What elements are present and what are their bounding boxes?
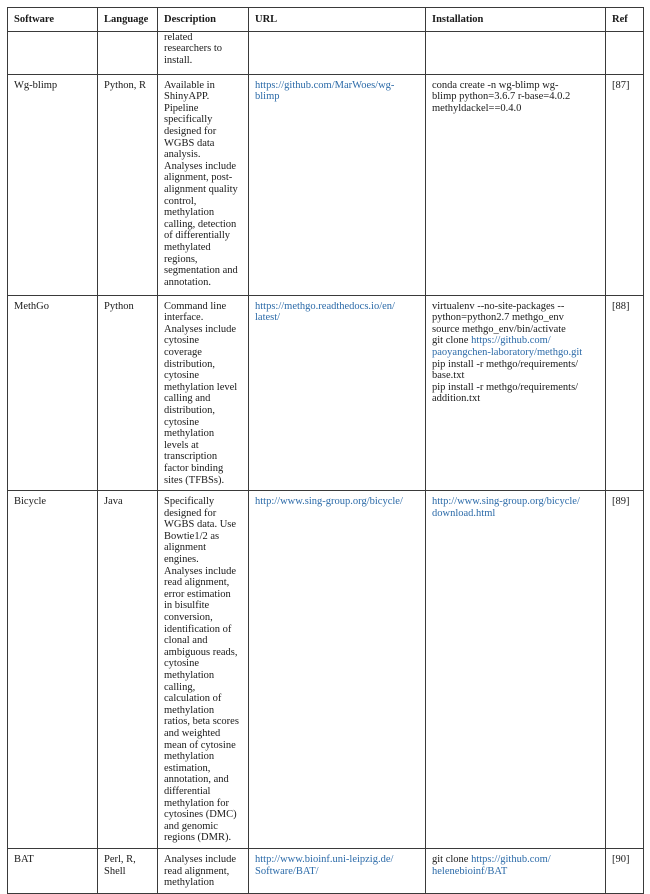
cell-language [98, 295, 158, 491]
cell-url [249, 74, 426, 295]
description-line: designed for [164, 507, 217, 519]
url-link[interactable]: Software/BAT/ [255, 865, 319, 877]
url-link[interactable]: blimp [255, 91, 280, 103]
installation-text: git clone [432, 853, 472, 865]
cell-description [158, 848, 249, 893]
description-line: annotation, and [164, 774, 229, 786]
software-name: Wg-blimp [14, 79, 58, 91]
cell-installation [426, 295, 606, 491]
cell-software [8, 848, 98, 893]
description-line: estimation, [164, 762, 211, 774]
installation-line [432, 866, 600, 878]
cell-language [98, 491, 158, 849]
description-line: researchers to [164, 43, 223, 55]
cell-installation [426, 491, 606, 849]
installation-text: blimp python=3.6.7 r-base=4.0.2 [432, 91, 571, 103]
installation-link[interactable]: https://github.com/ [471, 335, 551, 347]
description-line: engines. [164, 554, 199, 566]
description-line: Available in [164, 79, 215, 91]
description-line: distribution, [164, 404, 216, 416]
installation-line [432, 335, 600, 347]
installation-line [432, 393, 600, 405]
description-line: differential [164, 785, 211, 797]
header-description: Description [158, 8, 249, 32]
description-line: in bisulfite [164, 600, 210, 612]
cell-installation [426, 74, 606, 295]
description-line: and weighted [164, 727, 221, 739]
description-line: identification of [164, 623, 232, 635]
description-line: read alignment, [164, 577, 230, 589]
description-line: cytosine [164, 370, 199, 382]
header-ref: Ref [606, 8, 644, 32]
description-line: cytosines (DMC) [164, 809, 237, 821]
installation-line [432, 359, 600, 371]
reference-number: [88] [612, 300, 630, 312]
description-line: methylation [164, 704, 215, 716]
installation-line [432, 382, 600, 394]
description-line: install. [164, 54, 193, 66]
description-line: Bowtie1/2 as [164, 530, 220, 542]
description-line: ambiguous reads, [164, 646, 238, 658]
language-value: Python, R [104, 79, 147, 91]
reference-number: [87] [612, 79, 630, 91]
url-link[interactable]: https://methgo.readthedocs.io/en/ [255, 300, 395, 312]
installation-text: addition.txt [432, 393, 481, 405]
cell-language [98, 848, 158, 893]
reference-number: [90] [612, 853, 630, 865]
installation-text: conda create -n wg-blimp wg- [432, 79, 559, 91]
description-line: WGBS data. Use [164, 519, 237, 531]
cell-url [249, 31, 426, 74]
description-line: conversion, [164, 612, 213, 624]
software-table [7, 7, 644, 894]
cell-software [8, 31, 98, 74]
installation-line [432, 301, 600, 313]
description-line: related [164, 31, 193, 43]
reference-number: [89] [612, 496, 630, 508]
installation-text: base.txt [432, 370, 465, 382]
cell-ref [606, 31, 644, 74]
table-row [8, 491, 644, 849]
table-row [8, 848, 644, 893]
description-line: Analyses include [164, 323, 237, 335]
description-line: Analyses include [164, 853, 237, 865]
language-value: Python [104, 300, 134, 312]
table-row-continuation [8, 31, 644, 74]
description-line: cytosine [164, 416, 199, 428]
description-line: Specifically [164, 496, 215, 508]
cell-description [158, 491, 249, 849]
document-page [7, 7, 643, 889]
installation-line [432, 496, 600, 508]
description-line: segmentation and [164, 265, 238, 277]
description-line: methylation for [164, 797, 230, 809]
software-name: Bicycle [14, 496, 47, 508]
installation-line [432, 347, 600, 359]
installation-line [432, 370, 600, 382]
description-line: methylated [164, 241, 211, 253]
installation-line [432, 854, 600, 866]
description-line: regions, [164, 253, 198, 265]
description-line: methylation [164, 751, 215, 763]
cell-installation [426, 31, 606, 74]
table-header-row [8, 8, 644, 32]
description-line: and genomic [164, 820, 218, 832]
language-value: Java [104, 496, 123, 508]
description-line: error estimation [164, 588, 231, 600]
cell-url [249, 848, 426, 893]
description-line: mean of cytosine [164, 739, 236, 751]
description-line: WGBS data [164, 137, 215, 149]
software-name: BAT [14, 853, 34, 865]
cell-url [249, 295, 426, 491]
installation-text: methyldackel==0.4.0 [432, 102, 522, 114]
installation-line [432, 103, 600, 115]
language-line: Shell [104, 865, 126, 877]
cell-software [8, 295, 98, 491]
description-line: control, [164, 195, 197, 207]
description-line: calling, [164, 681, 196, 693]
installation-link[interactable]: paoyangchen-laboratory/methgo.git [432, 346, 583, 358]
description-line: factor binding [164, 462, 224, 474]
cell-description [158, 295, 249, 491]
description-line: cytosine [164, 335, 199, 347]
description-line: methylation [164, 428, 215, 440]
description-line: cytosine [164, 658, 199, 670]
table-row [8, 295, 644, 491]
description-line: Analyses include [164, 160, 237, 172]
description-line: distribution, [164, 358, 216, 370]
description-line: transcription [164, 451, 218, 463]
installation-link[interactable]: download.html [432, 507, 496, 519]
description-line: methylation [164, 207, 215, 219]
description-line: coverage [164, 346, 202, 358]
description-line: Analyses include [164, 565, 237, 577]
header-software: Software [8, 8, 98, 32]
description-line: methylation level [164, 381, 238, 393]
header-url: URL [249, 8, 426, 32]
installation-line [432, 324, 600, 336]
description-line: levels at [164, 439, 199, 451]
installation-text: source methgo_env/bin/activate [432, 323, 566, 335]
description-line: Pipeline [164, 102, 199, 114]
cell-ref [606, 491, 644, 849]
description-line: methylation [164, 670, 215, 681]
installation-line [432, 80, 600, 92]
cell-ref [606, 848, 644, 893]
description-line: specifically [164, 114, 213, 126]
description-line: alignment, post- [164, 172, 233, 184]
description-line: regions (DMR). [164, 832, 232, 844]
installation-line [432, 91, 600, 103]
table-row [8, 74, 644, 295]
description-line: of differentially [164, 230, 230, 242]
description-line: ratios, beta scores [164, 716, 239, 728]
installation-link[interactable]: helenebioinf/BAT [432, 865, 508, 877]
description-line: annotation. [164, 276, 211, 288]
software-name: MethGo [14, 300, 49, 312]
cell-description [158, 74, 249, 295]
language-line: Perl, R, [104, 853, 136, 865]
description-line: read alignment, [164, 865, 230, 877]
cell-ref [606, 295, 644, 491]
url-link[interactable]: http://www.bioinf.uni-leipzig.de/ [255, 853, 394, 865]
installation-text: git clone [432, 335, 472, 347]
installation-line [432, 508, 600, 520]
installation-text: pip install -r methgo/requirements/ [432, 381, 579, 393]
header-language: Language [98, 8, 158, 32]
description-line: clonal and [164, 635, 208, 647]
cell-url [249, 491, 426, 849]
cell-ref [606, 74, 644, 295]
cell-software [8, 74, 98, 295]
description-line: analysis. [164, 149, 201, 161]
description-line: calling and [164, 393, 211, 405]
installation-text: virtualenv --no-site-packages -- [432, 300, 565, 312]
description-line: sites (TFBSs). [164, 474, 225, 486]
url-link[interactable]: latest/ [255, 312, 281, 324]
description-line: interface. [164, 312, 204, 324]
cell-installation [426, 848, 606, 893]
description-line: Command line [164, 300, 227, 312]
description-line: calling, detection [164, 218, 237, 230]
cell-software [8, 491, 98, 849]
installation-text: python=python2.7 methgo_env [432, 312, 564, 324]
description-line: alignment quality [164, 183, 238, 195]
description-line: calculation of [164, 693, 222, 705]
description-line: designed for [164, 125, 217, 137]
installation-text: pip install -r methgo/requirements/ [432, 358, 579, 370]
description-line: alignment [164, 542, 206, 554]
url-link[interactable]: https://github.com/MarWoes/wg- [255, 79, 395, 91]
cell-description [158, 31, 249, 74]
header-installation: Installation [426, 8, 606, 32]
description-line: methylation [164, 877, 215, 889]
cell-language [98, 31, 158, 74]
description-line: ShinyAPP. [164, 91, 210, 103]
installation-line [432, 312, 600, 324]
installation-link[interactable]: https://github.com/ [471, 853, 551, 865]
cell-language [98, 74, 158, 295]
url-link[interactable]: http://www.sing-group.org/bicycle/ [255, 496, 403, 508]
installation-link[interactable]: http://www.sing-group.org/bicycle/ [432, 496, 580, 508]
